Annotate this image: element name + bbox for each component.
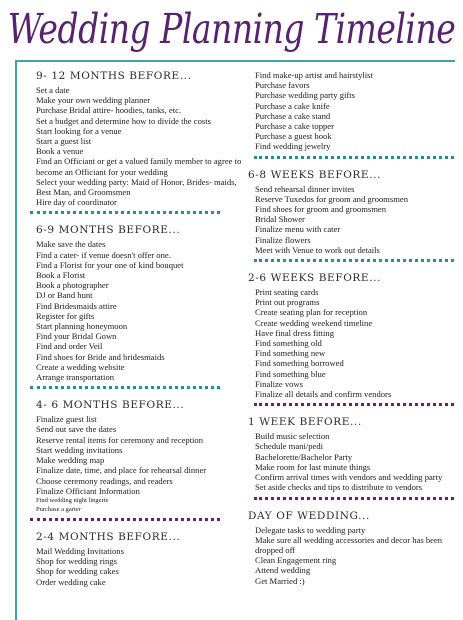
- task-item: Make your own wedding planner: [36, 95, 151, 106]
- task-item: Purchase a cake knife: [255, 100, 330, 111]
- task-item: Create wedding weekend timeline: [255, 317, 373, 328]
- task-item: Register for gifts: [36, 310, 95, 321]
- task-item: Book a venue: [36, 146, 84, 157]
- task-item: Select your wedding party: Maid of Honor, Brides- maids,: [36, 176, 237, 187]
- task-item: Find something borrowed: [255, 358, 344, 369]
- section-continued: [248, 70, 458, 159]
- task-item: Finalize date, time, and place for rehearsal dinner: [36, 465, 207, 476]
- task-item: Print seating cards: [255, 287, 319, 298]
- task-item: Book a Florist: [36, 270, 86, 281]
- task-item: Mail Wedding Invitations: [36, 545, 124, 556]
- task-item: Shop for wedding rings: [36, 556, 117, 567]
- task-item: Set a date: [36, 85, 70, 95]
- task-list: [36, 239, 252, 382]
- task-item: Find something new: [255, 348, 326, 359]
- task-item: Create seating plan for reception: [255, 307, 368, 318]
- task-item: Find make-up artist and hairstylist: [255, 70, 373, 80]
- task-item: Finalize all details and confirm vendors: [255, 389, 392, 400]
- task-item: Bridal Shower: [255, 214, 305, 225]
- section-heading: 9- 12 MONTHS BEFORE...: [36, 70, 192, 82]
- task-list: [248, 287, 458, 399]
- task-item: Finalize menu with cater: [255, 224, 341, 235]
- left-column: [36, 70, 252, 587]
- task-item: Hire day of coordinator: [36, 197, 117, 208]
- dotted-divider: [30, 211, 220, 214]
- task-item: Find something blue: [255, 368, 326, 379]
- task-list: [36, 85, 252, 207]
- task-item: Start a guest list: [36, 136, 92, 147]
- task-item: Set aside checks and tips to distribute to vendors: [255, 482, 423, 493]
- dotted-divider: [30, 518, 220, 521]
- task-item: Purchase favors: [255, 80, 310, 91]
- dotted-divider: [254, 497, 454, 500]
- task-item: Order wedding cake: [36, 576, 106, 587]
- section-2-4-months-before: [36, 531, 252, 587]
- task-item: Find an Officiant or get a valued family member to agree to become an Officiant for your wedding: [36, 156, 242, 177]
- task-item: Create a wedding website: [36, 361, 125, 372]
- task-item: Choose ceremony readings, and readers: [36, 475, 173, 486]
- task-item: Purchase a cake topper: [255, 121, 334, 132]
- task-item: Make room for last minute things: [255, 461, 371, 472]
- dotted-divider: [254, 403, 454, 406]
- right-column: [248, 70, 458, 586]
- task-item: Find shoes for groom and groomsmen: [255, 204, 387, 215]
- task-item: Shop for wedding cakes: [36, 566, 119, 577]
- task-item: Start planning honeymoon: [36, 321, 128, 332]
- task-item: Start looking for a venue: [36, 125, 122, 136]
- section-heading: 6-9 MONTHS BEFORE...: [36, 224, 181, 237]
- section-2-6-weeks-before: [248, 272, 458, 406]
- task-item: Confirm arrival times with vendors and wedding party: [255, 472, 443, 483]
- section-9-12-months-before: [36, 70, 252, 214]
- task-item: Find Bridesmaids attire: [36, 300, 117, 311]
- task-list: [248, 184, 458, 255]
- task-list: [36, 414, 252, 514]
- task-item: Find and order Veil: [36, 341, 103, 352]
- section-heading: 6-8 WEEKS BEFORE...: [248, 168, 382, 181]
- task-item: Get Married :): [255, 575, 305, 586]
- task-item: Reserve rental items for ceremony and reception: [36, 434, 204, 445]
- task-item: Find something old: [255, 338, 322, 349]
- section-heading: 2-4 MONTHS BEFORE...: [36, 530, 181, 543]
- task-item: Make save the dates: [36, 239, 106, 250]
- task-item: Find a Florist for your one of kind bouquet: [36, 259, 184, 270]
- task-item: Reserve Tuxedos for groom and groomsmen: [255, 193, 409, 204]
- task-item: Send rehearsal dinner invites: [255, 183, 355, 194]
- task-item: Finalize guest list: [36, 414, 97, 425]
- task-item: Schedule mani/pedi: [255, 441, 324, 452]
- task-item: Attend wedding: [255, 565, 311, 576]
- task-item: Send out save the dates: [36, 424, 117, 435]
- frame-left-border: [15, 60, 17, 620]
- task-item: Finalize vows: [255, 378, 303, 389]
- task-list: [36, 546, 252, 587]
- section-6-9-months-before: [36, 224, 252, 389]
- task-item: Have final dress fitting: [255, 327, 334, 338]
- task-item: DJ or Band hunt: [36, 290, 93, 301]
- task-item: Find your Bridal Gown: [36, 331, 117, 342]
- dotted-divider: [254, 259, 454, 262]
- section-heading: 4- 6 MONTHS BEFORE...: [36, 399, 185, 412]
- task-list: [248, 431, 458, 492]
- page-title: Wedding Planning Timeline: [7, 4, 456, 53]
- frame-top-border: [15, 60, 455, 62]
- task-item: Print out programs: [255, 297, 320, 308]
- task-item: Build music selection: [255, 431, 330, 442]
- task-item: Arrange transportation: [36, 372, 115, 383]
- task-item: Purchase a garter: [36, 505, 81, 513]
- task-item: Find wedding night lingerie: [36, 496, 109, 504]
- section-heading: 2-6 WEEKS BEFORE...: [248, 272, 382, 285]
- task-item: Meet with Venue to work out details: [255, 244, 380, 255]
- task-item: Find a cater- if venue doesn't offer one.: [36, 249, 171, 260]
- task-list: [248, 525, 458, 586]
- section-4-6-months-before: [36, 399, 252, 521]
- task-item: Start wedding invitations: [36, 444, 123, 455]
- section-day-of-wedding: [248, 510, 458, 586]
- dotted-divider: [30, 386, 220, 389]
- dotted-divider: [254, 156, 454, 159]
- task-item: Purchase a cake stand: [255, 110, 331, 121]
- task-item: Book a photographer: [36, 280, 109, 291]
- section-heading: 1 WEEK BEFORE...: [248, 416, 362, 429]
- section-1-week-before: [248, 416, 458, 499]
- task-item: Delegate tasks to wedding party: [255, 524, 366, 535]
- task-item: Find wedding jewelry: [255, 141, 331, 152]
- task-item: Finalize flowers: [255, 234, 311, 245]
- task-item: Purchase Bridal attire- hoodies, tanks, etc.: [36, 105, 182, 116]
- task-item: Make sure all wedding accessories and decor has been dropped off: [255, 534, 443, 555]
- task-item: Purchase wedding party gifts: [255, 90, 355, 101]
- task-item: Clean Engagement ring: [255, 555, 337, 566]
- task-item: Finalize Officiant Information: [36, 485, 140, 496]
- section-heading: DAY OF WEDDING...: [248, 509, 370, 522]
- task-item: Find shoes for Bride and bridesmaids: [36, 351, 165, 362]
- task-item: Bachelorette/Bachelor Party: [255, 451, 353, 462]
- task-item: Purchase a guest book: [255, 131, 332, 142]
- task-item: Make wedding map: [36, 455, 105, 466]
- task-item: Best Man, and Groomsmen: [36, 187, 131, 198]
- task-item: Set a budget and determine how to divide the costs: [36, 115, 211, 126]
- task-list: [248, 70, 458, 152]
- section-6-8-weeks-before: [248, 169, 458, 262]
